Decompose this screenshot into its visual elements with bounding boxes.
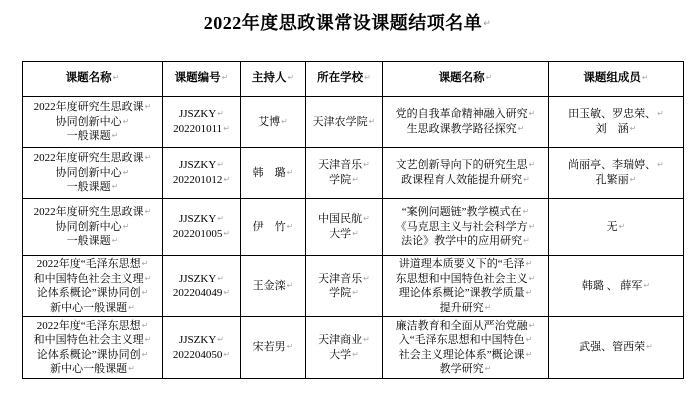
page-title: 2022年度思政课常设课题结项名单 ↵ <box>0 9 695 35</box>
cell-school: 天津农学院 ↵ <box>306 97 383 148</box>
table-header-row <box>23 62 684 97</box>
cell-project-title: 廉洁教育和全面从严治党融 ↵ 入“毛泽东思想和中国特色 ↵ 社会主义理论体系”概论课 ↵ 教学研究 ↵ <box>383 317 549 379</box>
header-project-title: 课题名称 ↵ <box>383 62 549 97</box>
cell-leader: 宋若男 ↵ <box>241 317 306 379</box>
cell-project-category: 2022年度“毛泽东思想 ↵ 和中国特色社会主义理 ↵ 论体系概论”课协同创 ↵ 新中心一般课题 ↵ <box>23 317 163 379</box>
table-row <box>23 97 684 148</box>
cell-project-title: 党的自我革命精神融入研究 ↵ 生思政课教学路径探究 ↵ <box>383 97 549 148</box>
cell-project-category: 2022年度研究生思政课 ↵ 协同创新中心 ↵ 一般课题 ↵ <box>23 148 163 199</box>
header-project-category: 课题名称 ↵ <box>23 62 163 97</box>
header-members: 课题组成员 ↵ <box>549 62 684 97</box>
cell-members: 韩璐 、 薛军 ↵ <box>549 256 684 317</box>
header-school: 所在学校 ↵ <box>306 62 383 97</box>
table-row <box>23 148 684 199</box>
cell-leader: 艾博 ↵ <box>241 97 306 148</box>
cell-project-title: “案例问题链”教学模式在 ↵ 《马克思主义与社会科学方 ↵ 法论》教学中的应用研究 ↵ <box>383 199 549 256</box>
cell-members: 尚丽亭、李瑞婷、 ↵ 孔繁丽 ↵ <box>549 148 684 199</box>
cell-project-category: 2022年度“毛泽东思想 ↵ 和中国特色社会主义理 ↵ 论体系概论”课协同创 ↵ 新中心一般课题 ↵ <box>23 256 163 317</box>
cell-leader: 伊 竹 ↵ <box>241 199 306 256</box>
cell-project-category: 2022年度研究生思政课 ↵ 协同创新中心 ↵ 一般课题 ↵ <box>23 199 163 256</box>
project-results-table <box>22 61 684 379</box>
cell-project-code: JJSZKY ↵ 202201005 ↵ <box>163 199 241 256</box>
cell-project-title: 讲道理本质要义下的“毛泽 ↵ 东思想和中国特色社会主义 ↵ 理论体系概论”课教学质量 ↵ 提升研究 ↵ <box>383 256 549 317</box>
cell-members: 武强、管西荣 ↵ <box>549 317 684 379</box>
cell-project-code: JJSZKY ↵ 202201012 ↵ <box>163 148 241 199</box>
cell-school: 天津音乐 ↵ 学院 ↵ <box>306 256 383 317</box>
cell-leader: 韩 璐 ↵ <box>241 148 306 199</box>
cell-project-code: JJSZKY ↵ 202201011 ↵ <box>163 97 241 148</box>
cell-school: 天津商业 ↵ 大学 ↵ <box>306 317 383 379</box>
cell-project-code: JJSZKY ↵ 202204049 ↵ <box>163 256 241 317</box>
cell-leader: 王金滦 ↵ <box>241 256 306 317</box>
cell-members: 无 ↵ <box>549 199 684 256</box>
table-row <box>23 256 684 317</box>
cell-project-title: 文艺创新导向下的研究生思 ↵ 政课程育人效能提升研究 ↵ <box>383 148 549 199</box>
cell-school: 天津音乐 ↵ 学院 ↵ <box>306 148 383 199</box>
table-row <box>23 317 684 379</box>
header-leader: 主持人 ↵ <box>241 62 306 97</box>
header-project-code: 课题编号 ↵ <box>163 62 241 97</box>
table-row <box>23 199 684 256</box>
cell-members: 田玉敏、罗忠荣、 ↵ 刘 涵 ↵ <box>549 97 684 148</box>
cell-school: 中国民航 ↵ 大学 ↵ <box>306 199 383 256</box>
cell-project-category: 2022年度研究生思政课 ↵ 协同创新中心 ↵ 一般课题 ↵ <box>23 97 163 148</box>
cell-project-code: JJSZKY ↵ 202204050 ↵ <box>163 317 241 379</box>
